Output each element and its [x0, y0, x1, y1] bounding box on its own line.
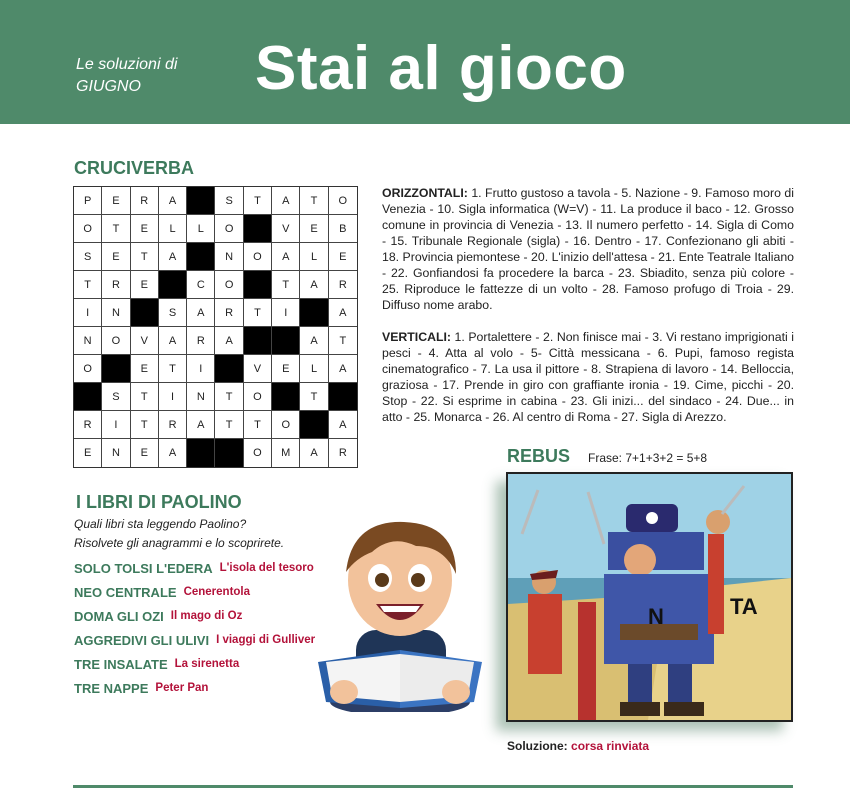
crossword-cell: N: [215, 243, 243, 271]
crossword-clues: [382, 185, 794, 441]
crossword-cell: N: [187, 383, 215, 411]
crossword-cell: E: [131, 215, 159, 243]
crossword-cell: O: [329, 187, 357, 215]
crossword-cell: V: [244, 355, 272, 383]
crossword-cell: E: [74, 439, 102, 467]
boy-reading-illustration: [316, 512, 484, 712]
crossword-cell: E: [131, 439, 159, 467]
crossword-cell: O: [74, 355, 102, 383]
crossword-black-cell: [272, 327, 300, 355]
crossword-cell: E: [300, 215, 328, 243]
crossword-cell: O: [272, 411, 300, 439]
libri-answer: Cenerentola: [183, 586, 251, 598]
crossword-cell: O: [102, 327, 130, 355]
crossword-cell: R: [102, 271, 130, 299]
header-kicker-line2: GIUGNO: [76, 78, 141, 95]
crossword-cell: I: [272, 299, 300, 327]
crossword-cell: A: [187, 411, 215, 439]
rebus-letter-n: N: [648, 604, 664, 629]
crossword-cell: A: [187, 299, 215, 327]
header-banner: [0, 0, 850, 124]
crossword-cell: A: [300, 327, 328, 355]
crossword-cell: I: [187, 355, 215, 383]
crossword-cell: T: [215, 411, 243, 439]
crossword-cell: R: [338, 447, 347, 459]
crossword-cell: O: [244, 439, 272, 467]
rebus-illustration: [506, 472, 793, 722]
crossword-cell: E: [131, 355, 159, 383]
clues-vertical: [382, 329, 794, 425]
crossword-cell: R: [187, 327, 215, 355]
crossword-cell: O: [215, 215, 243, 243]
crossword-cell: E: [272, 355, 300, 383]
rebus-letters-ta: TA: [730, 594, 758, 619]
crossword-cell: T: [244, 411, 272, 439]
crossword-cell: A: [272, 187, 300, 215]
crossword-cell: R: [329, 271, 357, 299]
crossword-cell: T: [300, 187, 328, 215]
crossword-cell: A: [215, 327, 243, 355]
crossword-cell: T: [131, 383, 159, 411]
rebus-frase: Frase: 7+1+3+2 = 5+8: [588, 451, 708, 465]
crossword-cell: O: [74, 215, 102, 243]
boy-reading-image: [316, 512, 484, 712]
crossword-cell: E: [102, 187, 130, 215]
crossword-grid: [73, 186, 358, 468]
libri-intro-line2: Risolvete gli anagrammi e lo scoprirete.: [74, 536, 285, 550]
crossword-black-cell: [102, 355, 130, 383]
crossword-black-cell: [159, 271, 187, 299]
crossword-cell: I: [159, 383, 187, 411]
crossword-black-cell: [187, 243, 215, 271]
crossword-cell: T: [131, 243, 159, 271]
rebus-solution: [507, 739, 649, 753]
crossword-cell: T: [131, 411, 159, 439]
libri-anagram: AGGREDIVI GLI ULIVI: [74, 632, 210, 648]
crossword-cell: N: [74, 327, 102, 355]
crossword-cell: A: [300, 271, 328, 299]
crossword-black-cell: [74, 383, 102, 411]
crossword-cell: O: [244, 383, 272, 411]
crossword-cell: E: [102, 243, 130, 271]
crossword-cell: O: [215, 271, 243, 299]
libri-intro-line1: Quali libri sta leggendo Paolino?: [74, 517, 247, 531]
clues-vertical-label: VERTICALI:: [382, 330, 451, 344]
crossword-black-cell: [300, 411, 328, 439]
crossword-black-cell: [244, 271, 272, 299]
crossword-cell: P: [74, 187, 102, 215]
crossword-cell: R: [74, 411, 102, 439]
page-title: Stai al gioco: [255, 34, 627, 103]
crossword-black-cell: [244, 327, 272, 355]
crossword-cell: A: [329, 355, 357, 383]
crossword-cell: V: [131, 327, 159, 355]
libri-answer: I viaggi di Gulliver: [216, 634, 316, 646]
crossword-cell: C: [187, 271, 215, 299]
rebus-solution-value: corsa rinviata: [571, 739, 650, 753]
libri-anagram: TRE NAPPE: [74, 680, 149, 696]
crossword-cell: A: [159, 327, 187, 355]
crossword-cell: R: [159, 411, 187, 439]
footer-rule: [73, 785, 793, 788]
crossword-black-cell: [244, 215, 272, 243]
libri-item: [74, 628, 315, 652]
libri-item: [74, 604, 315, 628]
crossword-cell: A: [329, 299, 357, 327]
crossword-cell: T: [102, 215, 130, 243]
crossword-cell: E: [131, 271, 159, 299]
crossword-cell: L: [300, 243, 328, 271]
libri-item: [74, 676, 315, 700]
crossword-cell: R: [215, 299, 243, 327]
crossword-cell: T: [329, 327, 357, 355]
libri-answer: La sirenetta: [174, 658, 240, 670]
crossword-cell: A: [159, 187, 187, 215]
clues-vertical-text: 1. Portalettere - 2. Non finisce mai - 3. Vi restano imprigionati i pesci - 4. Atta al volo - 5- Città messicana - 6. Pupi, famoso regista cinematografico - 7. La usa il pittore - 8. Strapiena di lavoro - 14. Belloccia, graziosa - 17. Prende in giro con graffiante ironia - 19. Cime, picchi - 20. Stop - 22. Si esprime in cabina - 23. Gli inizi... del sindaco - 24. Due... in atto - 25. Monarca - 26. Al centro di Roma - 27. Sigla di Arezzo.: [382, 330, 794, 424]
crossword-cell: T: [244, 299, 272, 327]
crossword-cell: I: [74, 299, 102, 327]
crossword-cell: A: [300, 439, 328, 467]
crossword-black-cell: [187, 187, 215, 215]
crossword-cell: M: [272, 439, 300, 467]
crossword-cell: S: [159, 299, 187, 327]
crossword-black-cell: [215, 439, 243, 467]
libri-title: I LIBRI DI PAOLINO: [76, 492, 242, 512]
crossword-black-cell: [131, 299, 159, 327]
crossword-cell: A: [159, 439, 187, 467]
crossword-black-cell: [215, 355, 243, 383]
libri-intro: [74, 515, 284, 553]
crossword-cell: I: [102, 411, 130, 439]
crossword-cell: N: [102, 439, 130, 467]
rebus-title: REBUS: [507, 446, 571, 466]
crossword-cell: A: [272, 243, 300, 271]
crossword-cell: L: [159, 215, 187, 243]
libri-item: [74, 652, 315, 676]
crossword-cell: L: [187, 215, 215, 243]
crossword-cell: T: [272, 271, 300, 299]
crossword-black-cell: [329, 383, 357, 411]
crossword-cell: A: [329, 411, 357, 439]
header-kicker-line1: Le soluzioni di: [76, 56, 178, 73]
crossword-title: CRUCIVERBA: [74, 158, 195, 178]
crossword-black-cell: [187, 439, 215, 467]
crossword-cell: R: [131, 187, 159, 215]
crossword-cell: B: [329, 215, 357, 243]
rebus-pirates-image: [508, 474, 791, 720]
crossword-cell: T: [74, 271, 102, 299]
crossword-black-cell: [300, 299, 328, 327]
libri-anagram: NEO CENTRALE: [74, 584, 177, 600]
crossword-cell: O: [244, 243, 272, 271]
libri-item: [74, 556, 315, 580]
crossword-cell: T: [159, 355, 187, 383]
libri-answer: L'isola del tesoro: [219, 562, 314, 574]
crossword-cell: N: [102, 299, 130, 327]
crossword-black-cell: [272, 383, 300, 411]
crossword-cell: S: [74, 243, 102, 271]
libri-item: [74, 580, 315, 604]
clues-horizontal-label: ORIZZONTALI:: [382, 186, 468, 200]
crossword-cell: V: [272, 215, 300, 243]
crossword-cell: T: [215, 383, 243, 411]
crossword-cell: T: [300, 383, 328, 411]
libri-answer: Peter Pan: [155, 682, 209, 694]
libri-anagram: TRE INSALATE: [74, 656, 168, 672]
libri-answer: Il mago di Oz: [170, 610, 243, 622]
crossword-cell: E: [329, 243, 357, 271]
crossword-cell: A: [159, 243, 187, 271]
crossword-cell: T: [244, 187, 272, 215]
libri-list: [74, 556, 315, 700]
crossword-cell: S: [102, 383, 130, 411]
rebus-solution-label: Soluzione:: [507, 739, 568, 753]
clues-horizontal: [382, 185, 794, 313]
clues-horizontal-text: 1. Frutto gustoso a tavola - 5. Nazione - 9. Famoso moro di Venezia - 10. Sigla informatica (W=V) - 11. La produce il baco - 12. Grosso comune in provincia di Venezia - 13. Il numero perfetto - 14. Sigla di Como - 15. Tribunale Regionale (sigla) - 16. Dentro - 17. Confezionano gli abiti - 18. Provincia piemontese - 20. L'inizio dell'attesa - 21. Ente Teatrale Italiano - 22. Gonfiandosi fa procedere la barca - 23. Sbiadito, senza più colore - 25. Riproduce le fattezze di un volto - 28. Famoso profugo di Troia - 29. Diffuso nome arabo.: [382, 186, 794, 312]
libri-anagram: DOMA GLI OZI: [74, 608, 164, 624]
header-kicker: [76, 54, 177, 98]
crossword-cell: L: [300, 355, 328, 383]
libri-anagram: SOLO TOLSI L'EDERA: [74, 560, 213, 576]
crossword-cell: S: [215, 187, 243, 215]
